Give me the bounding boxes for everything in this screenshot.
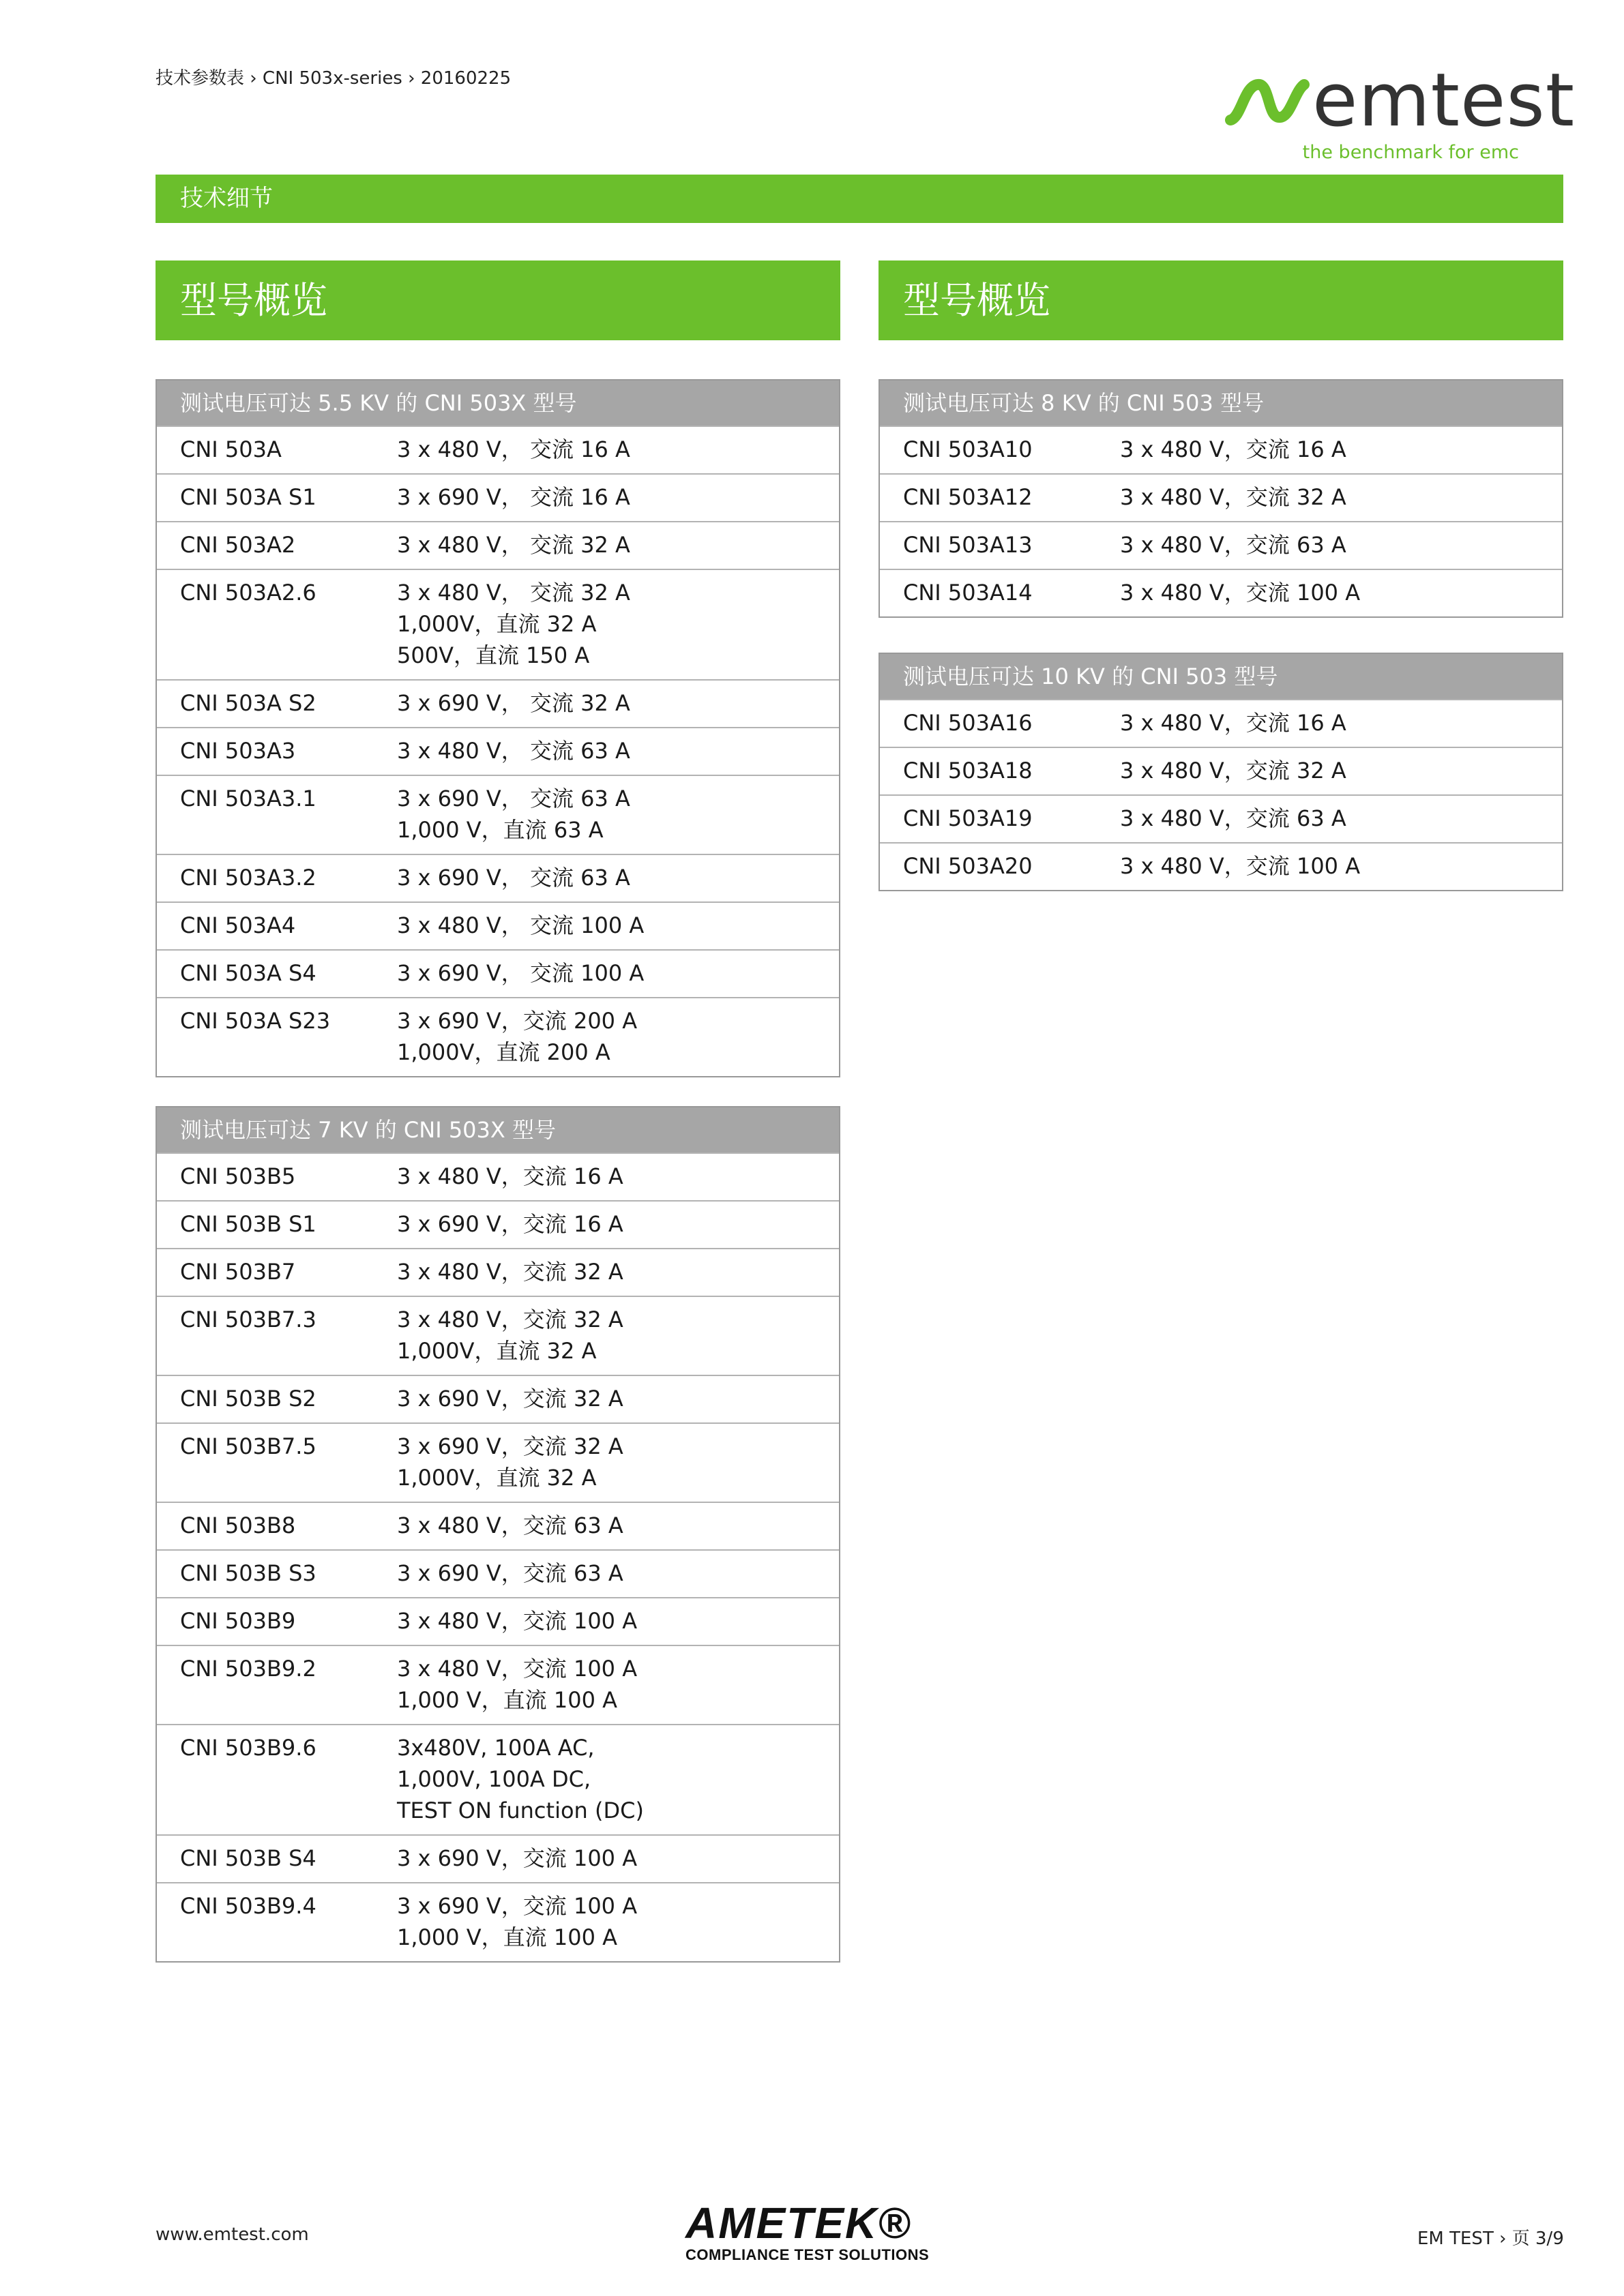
table-row — [157, 949, 839, 997]
table-row — [157, 1375, 839, 1422]
table-title: 测试电压可达 10 KV 的 CNI 503 型号 — [880, 654, 1562, 699]
model-name: CNI 503B9.6 — [180, 1735, 316, 1761]
table-row — [880, 521, 1562, 569]
table-row — [157, 997, 839, 1076]
table-row — [157, 569, 839, 679]
model-name: CNI 503B5 — [180, 1163, 296, 1189]
model-name: CNI 503B S3 — [180, 1560, 316, 1586]
table-row — [157, 901, 839, 949]
model-table-10kv — [879, 653, 1563, 891]
table-row — [157, 727, 839, 775]
table-row — [157, 854, 839, 901]
table-row — [157, 679, 839, 727]
model-name: CNI 503A S2 — [180, 690, 316, 716]
model-spec: 3 x 690 V， 交流 32 A — [397, 690, 630, 716]
table-row — [157, 1422, 839, 1502]
table-row — [880, 569, 1562, 616]
model-name: CNI 503B7 — [180, 1259, 296, 1285]
model-name: CNI 503A3 — [180, 738, 296, 764]
model-spec: 3 x 480 V， 交流 16 A — [397, 436, 630, 462]
model-table-7kv — [156, 1106, 840, 1963]
table-row — [880, 747, 1562, 794]
emtest-logo — [1225, 58, 1576, 166]
ametek-subtitle: COMPLIANCE TEST SOLUTIONS — [685, 2246, 930, 2263]
model-name: CNI 503A13 — [903, 532, 1033, 558]
model-spec: 3 x 480 V，交流 63 A — [1120, 805, 1346, 831]
model-name: CNI 503A12 — [903, 484, 1033, 510]
model-name: CNI 503A2 — [180, 532, 296, 558]
model-spec: 3 x 480 V，交流 32 A — [397, 1259, 623, 1285]
table-row — [157, 1724, 839, 1834]
model-name: CNI 503A4 — [180, 912, 296, 938]
model-spec: 3 x 690 V，交流 200 A 1,000V，直流 200 A — [397, 1008, 638, 1065]
table-row — [157, 1597, 839, 1645]
table-title: 测试电压可达 7 KV 的 CNI 503X 型号 — [157, 1107, 839, 1152]
model-name: CNI 503B7.3 — [180, 1307, 316, 1332]
model-name: CNI 503A3.1 — [180, 786, 316, 811]
model-spec: 3 x 690 V，交流 100 A — [397, 1845, 638, 1871]
table-row — [157, 775, 839, 854]
model-spec: 3 x 690 V， 交流 16 A — [397, 484, 630, 510]
model-spec: 3 x 480 V，交流 32 A — [1120, 758, 1346, 784]
model-table-8kv — [879, 379, 1563, 618]
table-row — [157, 1248, 839, 1296]
model-name: CNI 503A19 — [903, 805, 1033, 831]
model-spec: 3 x 480 V， 交流 32 A 1,000V，直流 32 A 500V，直流 150 A — [397, 580, 630, 668]
breadcrumb: 技术参数表 › CNI 503x-series › 20160225 — [156, 68, 512, 89]
model-name: CNI 503A3.2 — [180, 865, 316, 891]
table-row — [157, 1549, 839, 1597]
table-row — [157, 1645, 839, 1724]
model-name: CNI 503B S4 — [180, 1845, 316, 1871]
table-row — [880, 842, 1562, 890]
ametek-wordmark: AMETEK® — [685, 2198, 912, 2248]
table-title: 测试电压可达 8 KV 的 CNI 503 型号 — [880, 381, 1562, 426]
model-name: CNI 503A S4 — [180, 960, 316, 986]
table-row — [880, 794, 1562, 842]
model-name: CNI 503A10 — [903, 436, 1033, 462]
model-name: CNI 503A S1 — [180, 484, 316, 510]
model-spec: 3 x 480 V，交流 100 A — [397, 1608, 638, 1634]
model-name: CNI 503B8 — [180, 1512, 296, 1538]
model-name: CNI 503A20 — [903, 853, 1033, 879]
table-row — [880, 473, 1562, 521]
emtest-wave-icon — [1225, 76, 1310, 127]
model-spec: 3 x 480 V， 交流 32 A — [397, 532, 630, 558]
model-name: CNI 503A18 — [903, 758, 1033, 784]
table-row — [157, 1502, 839, 1549]
model-spec: 3 x 690 V， 交流 100 A — [397, 960, 645, 986]
model-name: CNI 503B7.5 — [180, 1433, 316, 1459]
model-spec: 3 x 480 V，交流 16 A — [1120, 436, 1346, 462]
table-row — [157, 1200, 839, 1248]
page-number: EM TEST › 页 3/9 — [1417, 2228, 1564, 2249]
table-row — [157, 1152, 839, 1200]
model-name: CNI 503A S23 — [180, 1008, 331, 1034]
left-column-title: 型号概览 — [156, 260, 840, 340]
model-table-5-5kv — [156, 379, 840, 1077]
right-column-title: 型号概览 — [879, 260, 1563, 340]
table-row — [157, 473, 839, 521]
model-spec: 3 x 480 V，交流 100 A — [1120, 580, 1361, 606]
table-row — [880, 699, 1562, 747]
logo-wordmark: emtest — [1312, 58, 1576, 143]
footer-website-link[interactable]: www.emtest.com — [156, 2224, 309, 2245]
model-spec: 3x480V, 100A AC, 1,000V, 100A DC, TEST ON function (DC) — [397, 1735, 644, 1823]
model-spec: 3 x 480 V，交流 63 A — [1120, 532, 1346, 558]
model-spec: 3 x 690 V，交流 32 A — [397, 1386, 623, 1412]
table-row — [157, 1834, 839, 1882]
table-row — [880, 426, 1562, 473]
model-spec: 3 x 480 V，交流 32 A 1,000V，直流 32 A — [397, 1307, 623, 1364]
ametek-logo — [685, 2198, 941, 2263]
table-row — [157, 1296, 839, 1375]
model-spec: 3 x 690 V， 交流 63 A — [397, 865, 630, 891]
table-row — [157, 1882, 839, 1961]
model-name: CNI 503B9.4 — [180, 1893, 316, 1919]
model-name: CNI 503B S2 — [180, 1386, 316, 1412]
model-name: CNI 503A16 — [903, 710, 1033, 736]
model-spec: 3 x 480 V，交流 32 A — [1120, 484, 1346, 510]
model-spec: 3 x 690 V， 交流 63 A 1,000 V，直流 63 A — [397, 786, 630, 843]
model-name: CNI 503A2.6 — [180, 580, 316, 606]
table-row — [157, 426, 839, 473]
logo-tagline: the benchmark for emc — [1302, 142, 1519, 163]
model-spec: 3 x 690 V，交流 63 A — [397, 1560, 623, 1586]
model-spec: 3 x 480 V， 交流 100 A — [397, 912, 645, 938]
table-title: 测试电压可达 5.5 KV 的 CNI 503X 型号 — [157, 381, 839, 426]
model-spec: 3 x 480 V，交流 16 A — [397, 1163, 623, 1189]
table-row — [157, 521, 839, 569]
model-name: CNI 503A14 — [903, 580, 1033, 606]
model-spec: 3 x 480 V， 交流 63 A — [397, 738, 630, 764]
model-name: CNI 503B9.2 — [180, 1656, 316, 1682]
model-spec: 3 x 480 V，交流 63 A — [397, 1512, 623, 1538]
model-spec: 3 x 690 V，交流 16 A — [397, 1211, 623, 1237]
model-name: CNI 503A — [180, 436, 282, 462]
model-spec: 3 x 690 V，交流 100 A 1,000 V，直流 100 A — [397, 1893, 638, 1950]
model-name: CNI 503B S1 — [180, 1211, 316, 1237]
model-name: CNI 503B9 — [180, 1608, 296, 1634]
section-bar: 技术细节 — [156, 175, 1563, 223]
model-spec: 3 x 480 V，交流 100 A 1,000 V，直流 100 A — [397, 1656, 638, 1713]
model-spec: 3 x 480 V，交流 100 A — [1120, 853, 1361, 879]
model-spec: 3 x 690 V，交流 32 A 1,000V，直流 32 A — [397, 1433, 623, 1491]
model-spec: 3 x 480 V，交流 16 A — [1120, 710, 1346, 736]
